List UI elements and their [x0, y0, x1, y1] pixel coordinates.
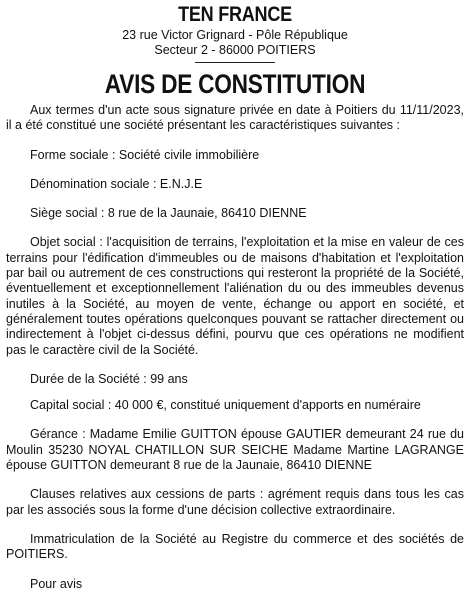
- notice-share-capital: Capital social : 40 000 €, constitué uniquement d'apports en numéraire: [30, 398, 421, 413]
- notice-intro: Aux termes d'un acte sous signature privée en date à Poitiers du 11/11/2023, il a été constitué une société présentant les caractéristiques suivantes :: [6, 103, 464, 133]
- legal-notice-page: [0, 2, 473, 592]
- notice-legal-form: Forme sociale : Société civile immobilière: [30, 147, 260, 162]
- notice-closing: Pour avis: [30, 576, 83, 591]
- notice-management: Gérance : Madame Emilie GUITTON épouse GAUTIER demeurant 24 rue du Moulin 35230 NOYAL CHATILLON SUR SEICHE Madame Martine LAGRANGE épouse GUITTON demeurant 8 rue de la Jaunaie, 86410 DIENNE: [6, 427, 464, 473]
- company-address-line1: 23 rue Victor Grignard - Pôle République: [122, 28, 348, 42]
- notice-registration: Immatriculation de la Société au Registre du commerce et des sociétés de POITIERS.: [6, 531, 464, 562]
- company-name: TEN FRANCE: [178, 3, 292, 26]
- header-divider: [195, 62, 275, 63]
- notice-share-transfer-clauses: Clauses relatives aux cessions de parts : agrément requis dans tous les cas par les associés sous la forme d'une décision collective extraordinaire.: [6, 487, 464, 517]
- notice-title: AVIS DE CONSTITUTION: [104, 69, 366, 99]
- notice-company-name: Dénomination sociale : E.N.J.E: [30, 176, 203, 191]
- notice-registered-office: Siège social : 8 rue de la Jaunaie, 86410 DIENNE: [30, 206, 307, 221]
- notice-corporate-purpose: Objet social : l'acquisition de terrains, l'exploitation et la mise en valeur de ces terrains pour l'édification d'immeubles ou de maisons d'habitation et l'exploitation par bail ou autrement de ces constructions qui resteront la propriété de la Société, éventuellement et exceptionnellement l'aliénation du ou des immeubles devenus inutiles à la Société, au moyen de vente, échange ou apport en société, et généralement toutes opérations quelconques pouvant se rattacher directement ou indirectement à l'objet ci-dessus défini, pourvu que ces opérations ne modifient pas le caractère civil de la Société.: [6, 235, 464, 357]
- notice-duration: Durée de la Société : 99 ans: [30, 371, 188, 386]
- company-address-line2: Secteur 2 - 86000 POITIERS: [154, 43, 316, 57]
